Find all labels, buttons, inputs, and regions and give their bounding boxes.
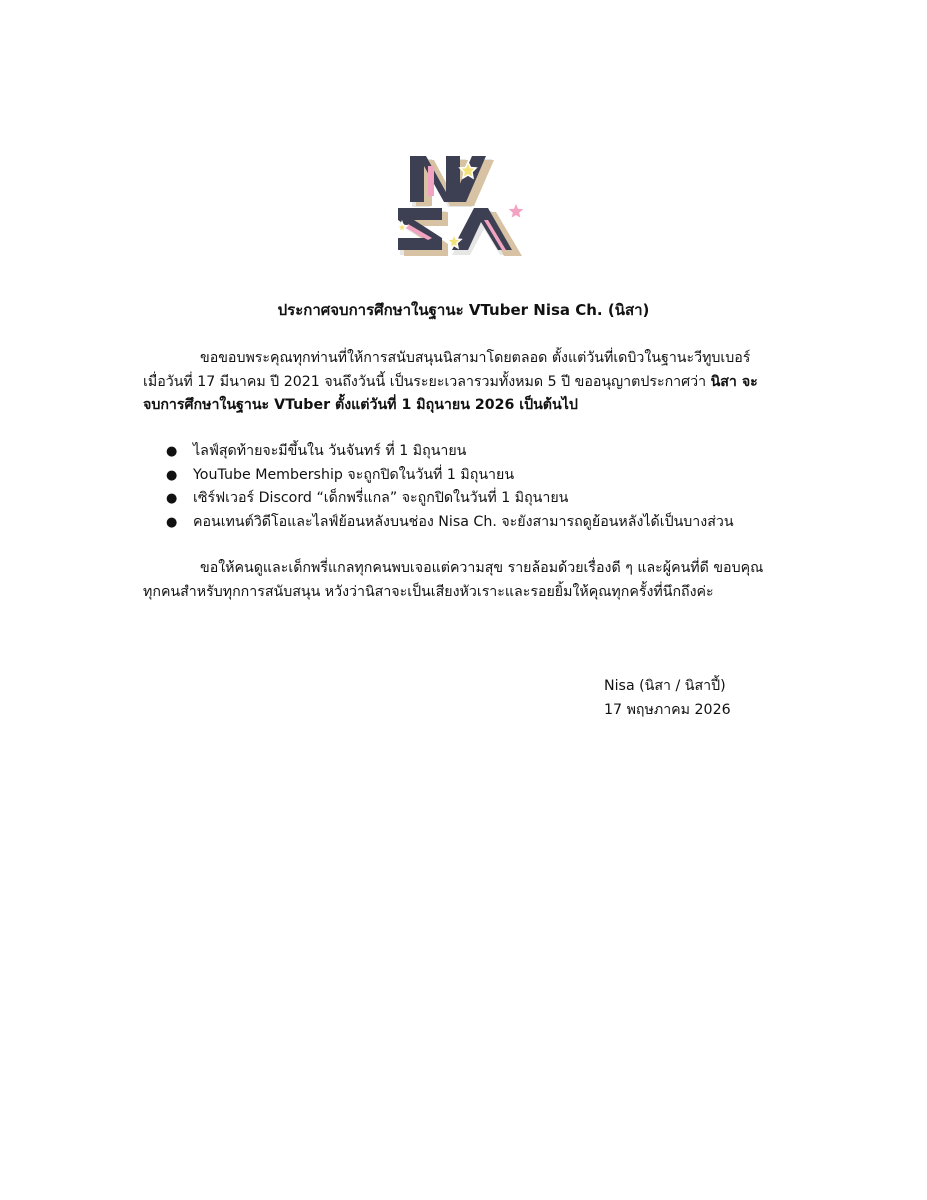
nisa-logo <box>388 148 538 260</box>
list-item <box>166 511 734 535</box>
closing-line-2: ทุกคนสำหรับทุกการสนับสนุน หวังว่านิสาจะเป็นเสียงหัวเราะและรอยยิ้มให้คุณทุกครั้งที่นึกถึงค่ะ <box>143 583 714 600</box>
closing-line-1: ขอให้คนดูและเด็กพรี่แกลทุกคนพบเจอแต่ความสุข รายล้อมด้วยเรื่องดี ๆ และผู้คนที่ดี ขอบคุณ <box>200 560 764 576</box>
list-item <box>166 464 734 488</box>
signature-date: 17 พฤษภาคม 2026 <box>604 702 731 718</box>
list-item <box>166 440 734 464</box>
closing-paragraph <box>143 557 785 604</box>
list-item-text: ไลฟ์สุดท้ายจะมีขึ้นใน วันจันทร์ ที่ 1 มิถุนายน <box>193 443 467 459</box>
bullet-icon: ● <box>166 444 178 459</box>
intro-line-3 <box>143 394 785 418</box>
list-item-text: YouTube Membership จะถูกปิดในวันที่ 1 มิถุนายน <box>193 466 515 483</box>
intro-line-1: ขอขอบพระคุณทุกท่านที่ให้การสนับสนุนนิสามาโดยตลอด ตั้งแต่วันที่เดบิวในฐานะวีทูบเบอร์ <box>200 350 751 366</box>
signature-name: Nisa (นิสา / นิสาปี้) <box>604 678 726 694</box>
bullet-icon: ● <box>166 467 178 483</box>
intro-line-2 <box>143 371 785 395</box>
signature-block <box>604 674 731 722</box>
list-item-text: เซิร์ฟเวอร์ Discord “เด็กพรี่แกล” จะถูกปิดในวันที่ 1 มิถุนายน <box>193 490 569 506</box>
star-icon <box>507 202 525 219</box>
intro-line-2-bold: นิสา จะ <box>710 373 758 390</box>
list-item <box>166 487 734 511</box>
intro-line-2-text: เมื่อวันที่ 17 มีนาคม ปี 2021 จนถึงวันนี้ เป็นระยะเวลารวมทั้งหมด 5 ปี ขออนุญาตประกาศว่า <box>143 373 711 390</box>
intro-line-3-bold: จบการศึกษาในฐานะ VTuber ตั้งแต่วันที่ 1 มิถุนายน 2026 เป็นต้นไป <box>143 397 578 413</box>
announcement-title: ประกาศจบการศึกษาในฐานะ VTuber Nisa Ch. (นิสา) <box>277 301 650 319</box>
bullet-icon: ● <box>166 491 178 506</box>
details-list <box>166 440 734 534</box>
intro-paragraph <box>143 347 785 418</box>
bullet-icon: ● <box>166 514 178 530</box>
list-item-text: คอนเทนต์วิดีโอและไลฟ์ย้อนหลังบนช่อง Nisa Ch. จะยังสามารถดูย้อนหลังได้เป็นบางส่วน <box>193 513 734 530</box>
